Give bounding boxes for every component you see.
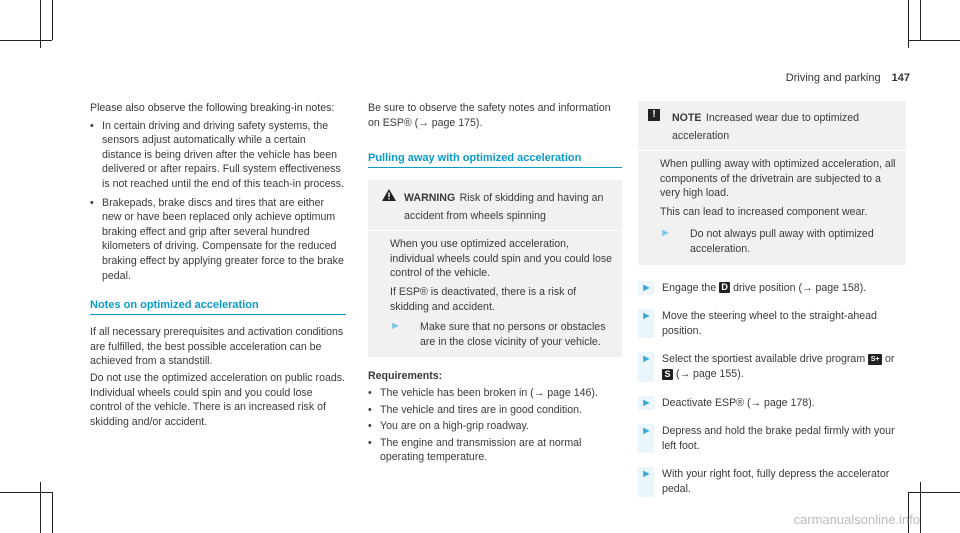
step-arrow-icon: ► xyxy=(641,281,652,294)
list-item: • The engine and transmission are at normal operating temperature. xyxy=(368,436,582,464)
step-item: ► Engage the D drive position (→ page 158). xyxy=(638,281,906,296)
step-arrow-icon: ► xyxy=(641,396,652,409)
note-title-text: Increased wear due to optimized acceleration xyxy=(672,112,859,142)
note-icon: ! xyxy=(648,109,660,121)
note-action: Do not always pull away with optimized acceleration. xyxy=(690,228,874,255)
list-item: • You are on a high-grip roadway. xyxy=(368,420,529,433)
section-title: Driving and parking xyxy=(785,72,881,84)
step-arrow-icon: ► xyxy=(641,468,652,481)
column-2 xyxy=(368,101,622,467)
section-heading: Notes on optimized acceleration xyxy=(90,299,259,312)
step-arrow-icon: ► xyxy=(641,310,652,323)
crop-mark xyxy=(0,40,52,41)
note-title: NOTE xyxy=(672,112,702,124)
intro-text: Be sure to observe the safety notes and information on ESP® (→ page 175). xyxy=(368,102,611,129)
step-item: ► Deactivate ESP® (→ page 178). xyxy=(638,396,906,411)
paragraph: If all necessary prerequisites and activation conditions are fulfilled, the best possible acceleration can be achieved from a standstill. xyxy=(90,326,344,368)
action-arrow-icon: ► xyxy=(390,320,401,333)
warning-box xyxy=(368,180,622,357)
warning-icon xyxy=(382,188,396,206)
step-item: ► Depress and hold the brake pedal firmly with your left foot. xyxy=(638,424,906,453)
crop-mark xyxy=(52,0,53,40)
action-arrow-icon: ► xyxy=(660,227,671,240)
heading-rule xyxy=(368,167,622,168)
intro-text: Please also observe the following breaking-in notes: xyxy=(90,102,335,114)
section-heading: Pulling away with optimized acceleration xyxy=(368,152,582,165)
heading-rule xyxy=(90,314,346,315)
step-item: ► Select the sportiest available drive program S+ or S (→ page 155). xyxy=(638,352,906,381)
requirements-list xyxy=(368,386,622,465)
step-item: ► Move the steering wheel to the straight-ahead position. xyxy=(638,309,906,338)
crop-mark xyxy=(920,0,921,40)
list-item: • Brakepads, brake discs and tires that are either new or have been replaced only achieve optimum braking effect and grip after several hundred kilometers of driving. Compensate for the reduced braking effect by applying greater force to the brake pedal. xyxy=(90,196,344,282)
warning-title: WARNING xyxy=(404,192,456,205)
step-arrow-icon: ► xyxy=(641,425,652,438)
sport-plus-icon: S+ xyxy=(868,354,882,365)
breaking-in-list xyxy=(90,119,346,284)
warning-text: If ESP® is deactivated, there is a risk of skidding and accident. xyxy=(390,285,577,313)
list-item: • In certain driving and driving safety systems, the sensors adjust automatically while a certain distance is being driven after the vehicle has been delivered or after repairs. Full system effectiveness is not reached until the end of this teach-in process. xyxy=(90,119,345,190)
sport-icon: S xyxy=(662,369,673,380)
note-text: When pulling away with optimized acceleration, all components of the drivetrain are subjected to a very high load. xyxy=(660,158,896,200)
warning-text: When you use optimized acceleration, individual wheels could spin and you could lose control of the vehicle. xyxy=(390,238,613,280)
column-3 xyxy=(638,101,906,511)
list-item: • The vehicle has been broken in (→ page 146). xyxy=(368,386,598,399)
crop-mark xyxy=(908,40,960,41)
crop-mark xyxy=(908,492,960,493)
requirements-heading: Requirements: xyxy=(368,370,443,383)
watermark: carmanualsonline.info xyxy=(793,512,920,527)
warning-title-text: Risk of skidding and having an accident from wheels spinning xyxy=(404,192,604,223)
page-number: 147 xyxy=(891,72,910,84)
drive-position-icon: D xyxy=(719,282,730,293)
page-header xyxy=(700,72,910,84)
step-arrow-icon: ► xyxy=(641,353,652,366)
column-1 xyxy=(90,101,346,429)
list-item: • The vehicle and tires are in good condition. xyxy=(368,403,582,416)
warning-action: Make sure that no persons or obstacles are in the close vicinity of your vehicle. xyxy=(420,321,606,348)
paragraph: Do not use the optimized acceleration on public roads. Individual wheels could spin and you could lose control of the vehicle. There is an increased risk of skidding and/or accident. xyxy=(90,371,345,428)
note-text: This can lead to increased component wear. xyxy=(660,205,868,218)
step-item: ► With your right foot, fully depress the accelerator pedal. xyxy=(638,467,906,496)
crop-mark xyxy=(0,492,52,493)
note-box xyxy=(638,101,906,265)
